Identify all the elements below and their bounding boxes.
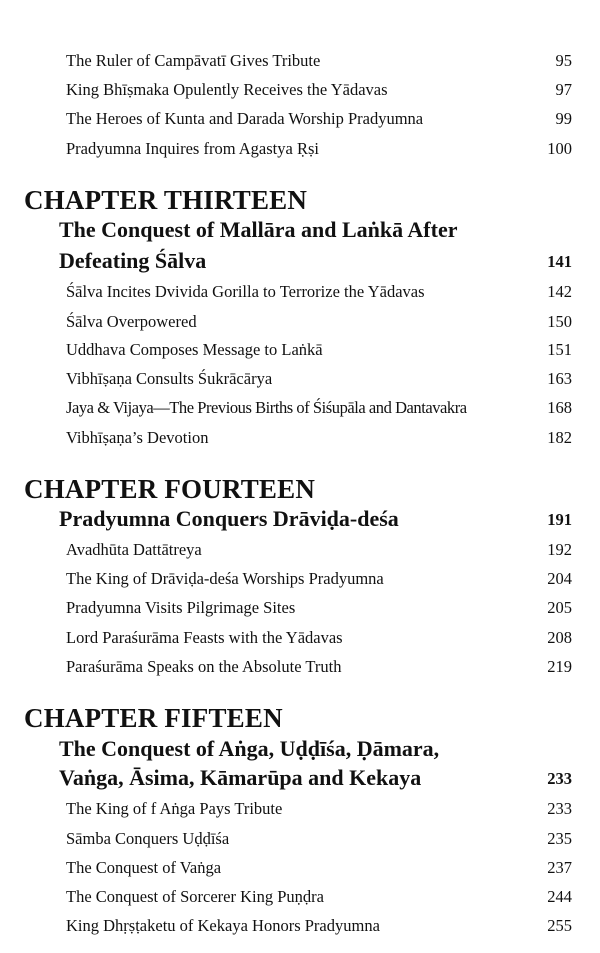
entry-page-number: 168 [547,398,572,417]
toc-entry[interactable] [66,309,572,335]
entry-title: Vibhīṣaṇa Consults Śukrācārya [66,369,273,388]
chapter-subtitle-line: The Conquest of Aṅga, Uḍḍīśa, Ḍāmara, [59,736,440,761]
entry-title: The Conquest of Sorcerer King Puṇḍra [66,887,324,906]
entry-page-number: 235 [547,829,572,848]
toc-entry[interactable] [66,826,572,852]
entry-title: Avadhūta Dattātreya [66,540,202,559]
toc-entry[interactable] [66,595,572,621]
entry-title: Paraśurāma Speaks on the Absolute Truth [66,657,342,676]
toc-entry[interactable] [66,366,572,392]
toc-entry[interactable] [66,796,572,822]
entry-page-number: 97 [555,80,572,99]
entry-page-number: 151 [547,340,572,359]
entry-title: The Ruler of Campāvatī Gives Tribute [66,51,321,70]
toc-entry[interactable] [66,913,572,939]
entry-page-number: 182 [547,428,572,447]
entry-page-number: 233 [547,799,572,818]
entry-title: Śālva Incites Dvivida Gorilla to Terrorize the Yādavas [66,282,425,301]
entry-page-number: 208 [547,628,572,647]
entry-title: Jaya & Vijaya—The Previous Births of Śiśupāla and Dantavakra [66,398,467,417]
toc-entry[interactable] [66,337,572,363]
entry-title: Vibhīṣaṇa’s Devotion [66,428,209,447]
toc-entry[interactable] [66,279,572,305]
toc-entry[interactable] [66,395,572,421]
toc-entry[interactable] [66,136,572,162]
entry-page-number: 255 [547,916,572,935]
toc-entry[interactable] [66,855,572,881]
entry-page-number: 150 [547,312,572,331]
entry-title: Lord Paraśurāma Feasts with the Yādavas [66,628,343,647]
chapter-heading: CHAPTER FOURTEEN [24,474,316,504]
chapter-page-number: 191 [547,510,572,529]
chapter-subtitle [59,733,572,765]
toc-entry[interactable] [66,884,572,910]
toc-entry[interactable] [66,654,572,680]
entry-title: King Dhṛṣṭaketu of Kekaya Honors Pradyumna [66,916,380,935]
chapter-page-number: 233 [547,769,572,788]
toc-entry[interactable] [66,106,572,132]
entry-page-number: 100 [547,139,572,158]
entry-page-number: 219 [547,657,572,676]
entry-page-number: 95 [555,51,572,70]
entry-title: Uddhava Composes Message to Laṅkā [66,340,323,359]
entry-page-number: 142 [547,282,572,301]
toc-entry[interactable] [66,537,572,563]
entry-title: The Conquest of Vaṅga [66,858,222,877]
chapter-subtitle-line: Pradyumna Conquers Drāviḍa-deśa [59,506,399,531]
chapter-subtitle-line: Vaṅga, Āsima, Kāmarūpa and Kekaya [59,765,422,790]
entry-page-number: 204 [547,569,572,588]
toc-entry[interactable] [66,48,572,74]
entry-title: King Bhīṣmaka Opulently Receives the Yādavas [66,80,388,99]
entry-title: Sāmba Conquers Uḍḍīśa [66,829,230,848]
entry-page-number: 99 [555,109,572,128]
toc-entry[interactable] [66,625,572,651]
toc-entry[interactable] [66,425,572,451]
entry-title: The King of Drāviḍa-deśa Worships Pradyumna [66,569,384,588]
entry-title: Pradyumna Visits Pilgrimage Sites [66,598,296,617]
entry-page-number: 237 [547,858,572,877]
toc-entry[interactable] [66,566,572,592]
entry-title: Pradyumna Inquires from Agastya Ṛṣi [66,139,319,158]
toc-entry[interactable] [66,77,572,103]
entry-page-number: 163 [547,369,572,388]
entry-title: The Heroes of Kunta and Darada Worship Pradyumna [66,109,424,128]
entry-page-number: 205 [547,598,572,617]
chapter-heading: CHAPTER FIFTEEN [24,703,283,733]
entry-title: The King of f Aṅga Pays Tribute [66,799,283,818]
chapter-subtitle-line: The Conquest of Mallāra and Laṅkā After [59,217,458,242]
chapter-subtitle[interactable] [59,762,572,794]
chapter-subtitle[interactable] [59,503,572,535]
entry-title: Śālva Overpowered [66,312,197,331]
entry-page-number: 244 [547,887,572,906]
chapter-subtitle[interactable] [59,245,572,277]
chapter-heading: CHAPTER THIRTEEN [24,185,308,215]
chapter-subtitle-line: Defeating Śālva [59,248,207,273]
chapter-subtitle [59,214,572,246]
entry-page-number: 192 [547,540,572,559]
chapter-page-number: 141 [547,252,572,271]
